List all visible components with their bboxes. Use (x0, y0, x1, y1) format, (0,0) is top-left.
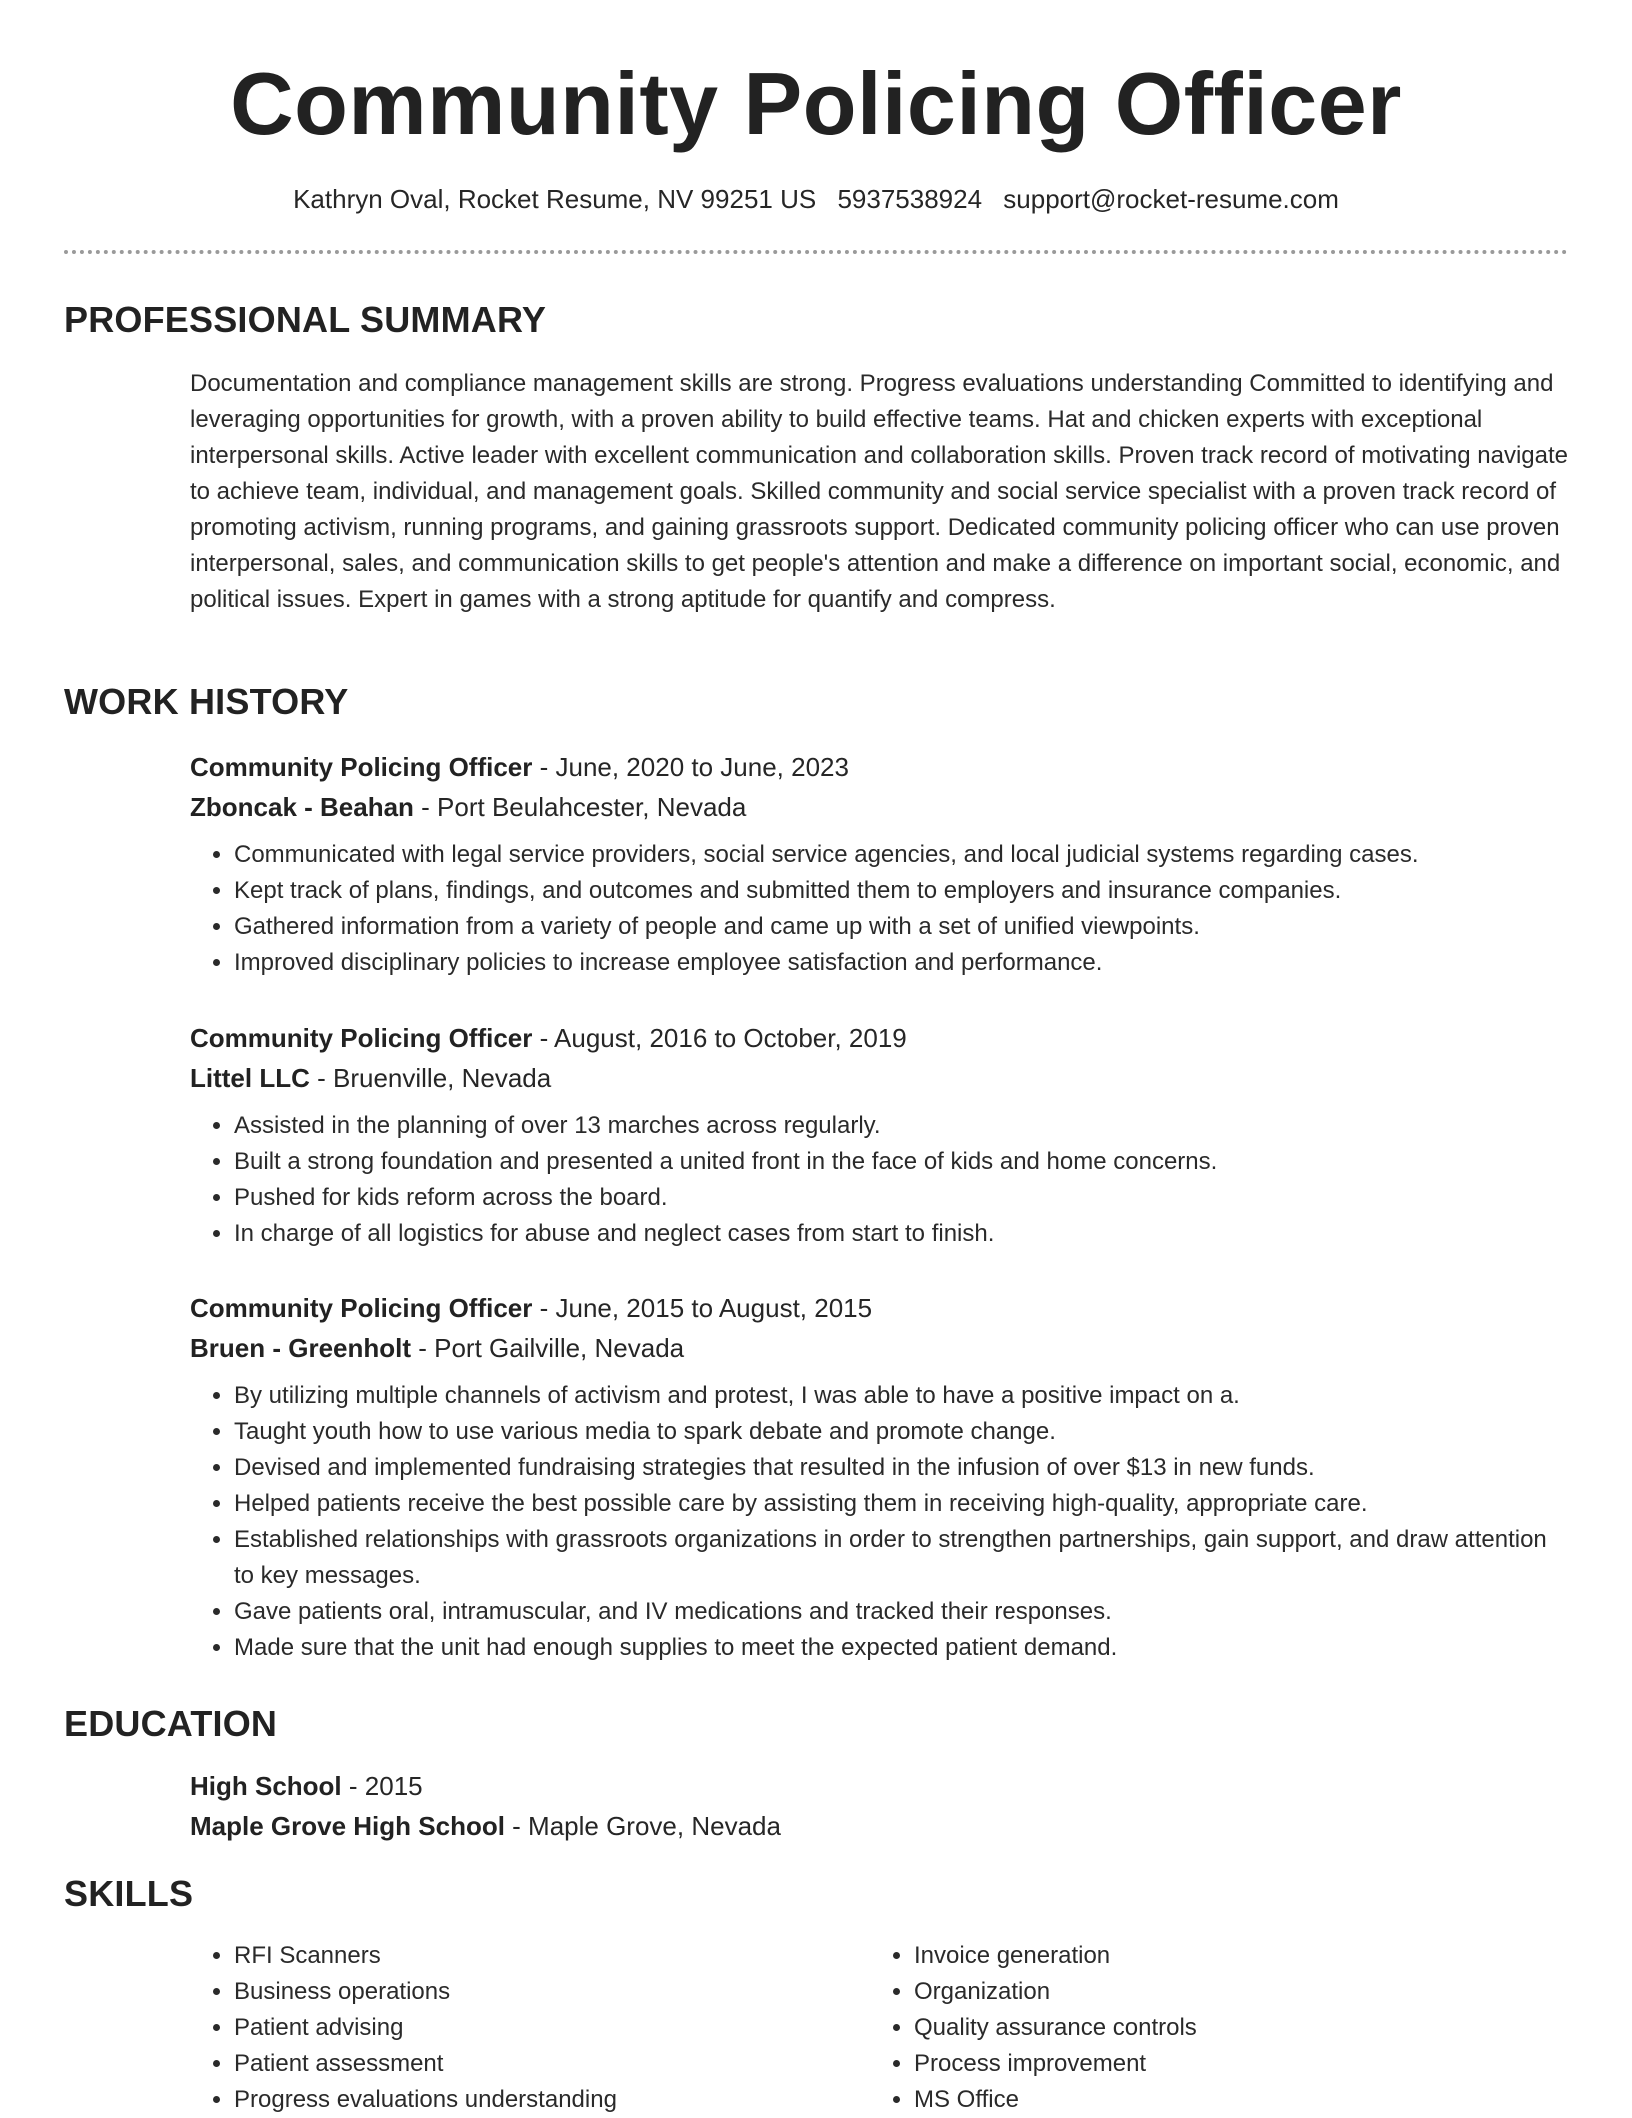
list-item: • Business operations (234, 1974, 617, 2010)
education-location: - Maple Grove, Nevada (504, 1811, 781, 1841)
resume-page (64, 0, 1568, 2112)
education-school: Maple Grove High School (190, 1811, 505, 1841)
education-year: - 2015 (341, 1771, 423, 1801)
job-bullets (190, 1378, 1570, 1666)
summary-block (190, 366, 1570, 618)
job-location: - Port Gailville, Nevada (411, 1333, 685, 1363)
contact-phone: 5937538924 (837, 184, 983, 214)
page-title: Community Policing Officer (230, 54, 1402, 153)
job-dates: - June, 2020 to June, 2023 (532, 752, 849, 782)
skills-column-left (190, 1938, 617, 2118)
section-title-summary: PROFESSIONAL SUMMARY (64, 299, 547, 340)
list-item: • Gathered information from a variety of people and came up with a set of unified viewpoints. (234, 909, 1570, 945)
list-item: • Built a strong foundation and presented a united front in the face of kids and home concerns. (234, 1144, 1570, 1180)
list-item: • Pushed for kids reform across the board. (234, 1180, 1570, 1216)
skills-list (190, 1938, 617, 2118)
job-company: Bruen - Greenholt (190, 1333, 412, 1363)
list-item: • Communicated with legal service providers, social service agencies, and local judicial systems regarding cases. (234, 837, 1570, 873)
list-item: • Established relationships with grassroots organizations in order to strengthen partnerships, gain support, and draw attention to key messages. (234, 1522, 1570, 1594)
education-degree-line (190, 1766, 1570, 1806)
list-item: • Kept track of plans, findings, and outcomes and submitted them to employers and insurance companies. (234, 873, 1570, 909)
list-item: • RFI Scanners (234, 1938, 617, 1974)
section-title-work: WORK HISTORY (64, 681, 349, 722)
job-title: Community Policing Officer (190, 752, 533, 782)
job-company-line (190, 787, 1570, 827)
list-item: • Taught youth how to use various media to spark debate and promote change. (234, 1414, 1570, 1450)
summary-text: Documentation and compliance management skills are strong. Progress evaluations understanding Committed to identifying and leveraging opportunities for growth, with a proven ability to build effective teams. Hat and chicken experts with exceptional interpersonal skills. Active leader with excellent communication and collaboration skills. Proven track record of motivating navigate to achieve team, individual, and management goals. Skilled community and social service specialist with a proven track record of promoting activism, running programs, and gaining grassroots support. Dedicated community policing officer who can use proven interpersonal, sales, and communication skills to get people's attention and make a difference on important social, economic, and political issues. Expert in games with a strong aptitude for quantify and compress. (190, 370, 1568, 613)
contact-email: support@rocket-resume.com (1003, 184, 1339, 214)
job-location: - Port Beulahcester, Nevada (413, 792, 747, 822)
list-item: • Quality assurance controls (914, 2010, 1197, 2046)
list-item: • Invoice generation (914, 1938, 1197, 1974)
contact-address: Kathryn Oval, Rocket Resume, NV 99251 US (293, 184, 817, 214)
job-bullets (190, 1108, 1570, 1252)
list-item: • In charge of all logistics for abuse and neglect cases from start to finish. (234, 1216, 1570, 1252)
skills-column-right (870, 1938, 1197, 2118)
job-title-line (190, 1018, 1570, 1058)
job-title: Community Policing Officer (190, 1023, 533, 1053)
education-entry (190, 1766, 1570, 1846)
section-title-education: EDUCATION (64, 1703, 278, 1744)
list-item: • Patient advising (234, 2010, 617, 2046)
list-item: • Improved disciplinary policies to increase employee satisfaction and performance. (234, 945, 1570, 981)
job-company-line (190, 1058, 1570, 1098)
job-location: - Bruenville, Nevada (309, 1063, 552, 1093)
list-item: • By utilizing multiple channels of activism and protest, I was able to have a positive impact on a. (234, 1378, 1570, 1414)
job-entry (190, 1288, 1570, 1666)
list-item: • Process improvement (914, 2046, 1197, 2082)
education-degree: High School (190, 1771, 342, 1801)
list-item: • Assisted in the planning of over 13 marches across regularly. (234, 1108, 1570, 1144)
job-bullets (190, 837, 1570, 981)
education-school-line (190, 1806, 1570, 1846)
list-item: • Organization (914, 1974, 1197, 2010)
job-company: Littel LLC (190, 1063, 310, 1093)
skills-block (190, 1938, 1570, 2118)
skills-list (870, 1938, 1197, 2118)
job-title-line (190, 1288, 1570, 1328)
header-divider (64, 250, 1568, 254)
list-item: • Patient assessment (234, 2046, 617, 2082)
section-title-skills: SKILLS (64, 1873, 194, 1914)
job-title: Community Policing Officer (190, 1293, 533, 1323)
list-item: • MS Office (914, 2082, 1197, 2118)
contact-line (64, 180, 1568, 218)
job-entry (190, 1018, 1570, 1252)
job-dates: - August, 2016 to October, 2019 (532, 1023, 907, 1053)
job-title-line (190, 747, 1570, 787)
list-item: • Gave patients oral, intramuscular, and IV medications and tracked their responses. (234, 1594, 1570, 1630)
list-item: • Devised and implemented fundraising strategies that resulted in the infusion of over $13 in new funds. (234, 1450, 1570, 1486)
list-item: • Progress evaluations understanding (234, 2082, 617, 2118)
list-item: • Made sure that the unit had enough supplies to meet the expected patient demand. (234, 1630, 1570, 1666)
list-item: • Helped patients receive the best possible care by assisting them in receiving high-quality, appropriate care. (234, 1486, 1570, 1522)
job-entry (190, 747, 1570, 981)
job-dates: - June, 2015 to August, 2015 (532, 1293, 873, 1323)
job-company: Zboncak - Beahan (190, 792, 414, 822)
job-company-line (190, 1328, 1570, 1368)
